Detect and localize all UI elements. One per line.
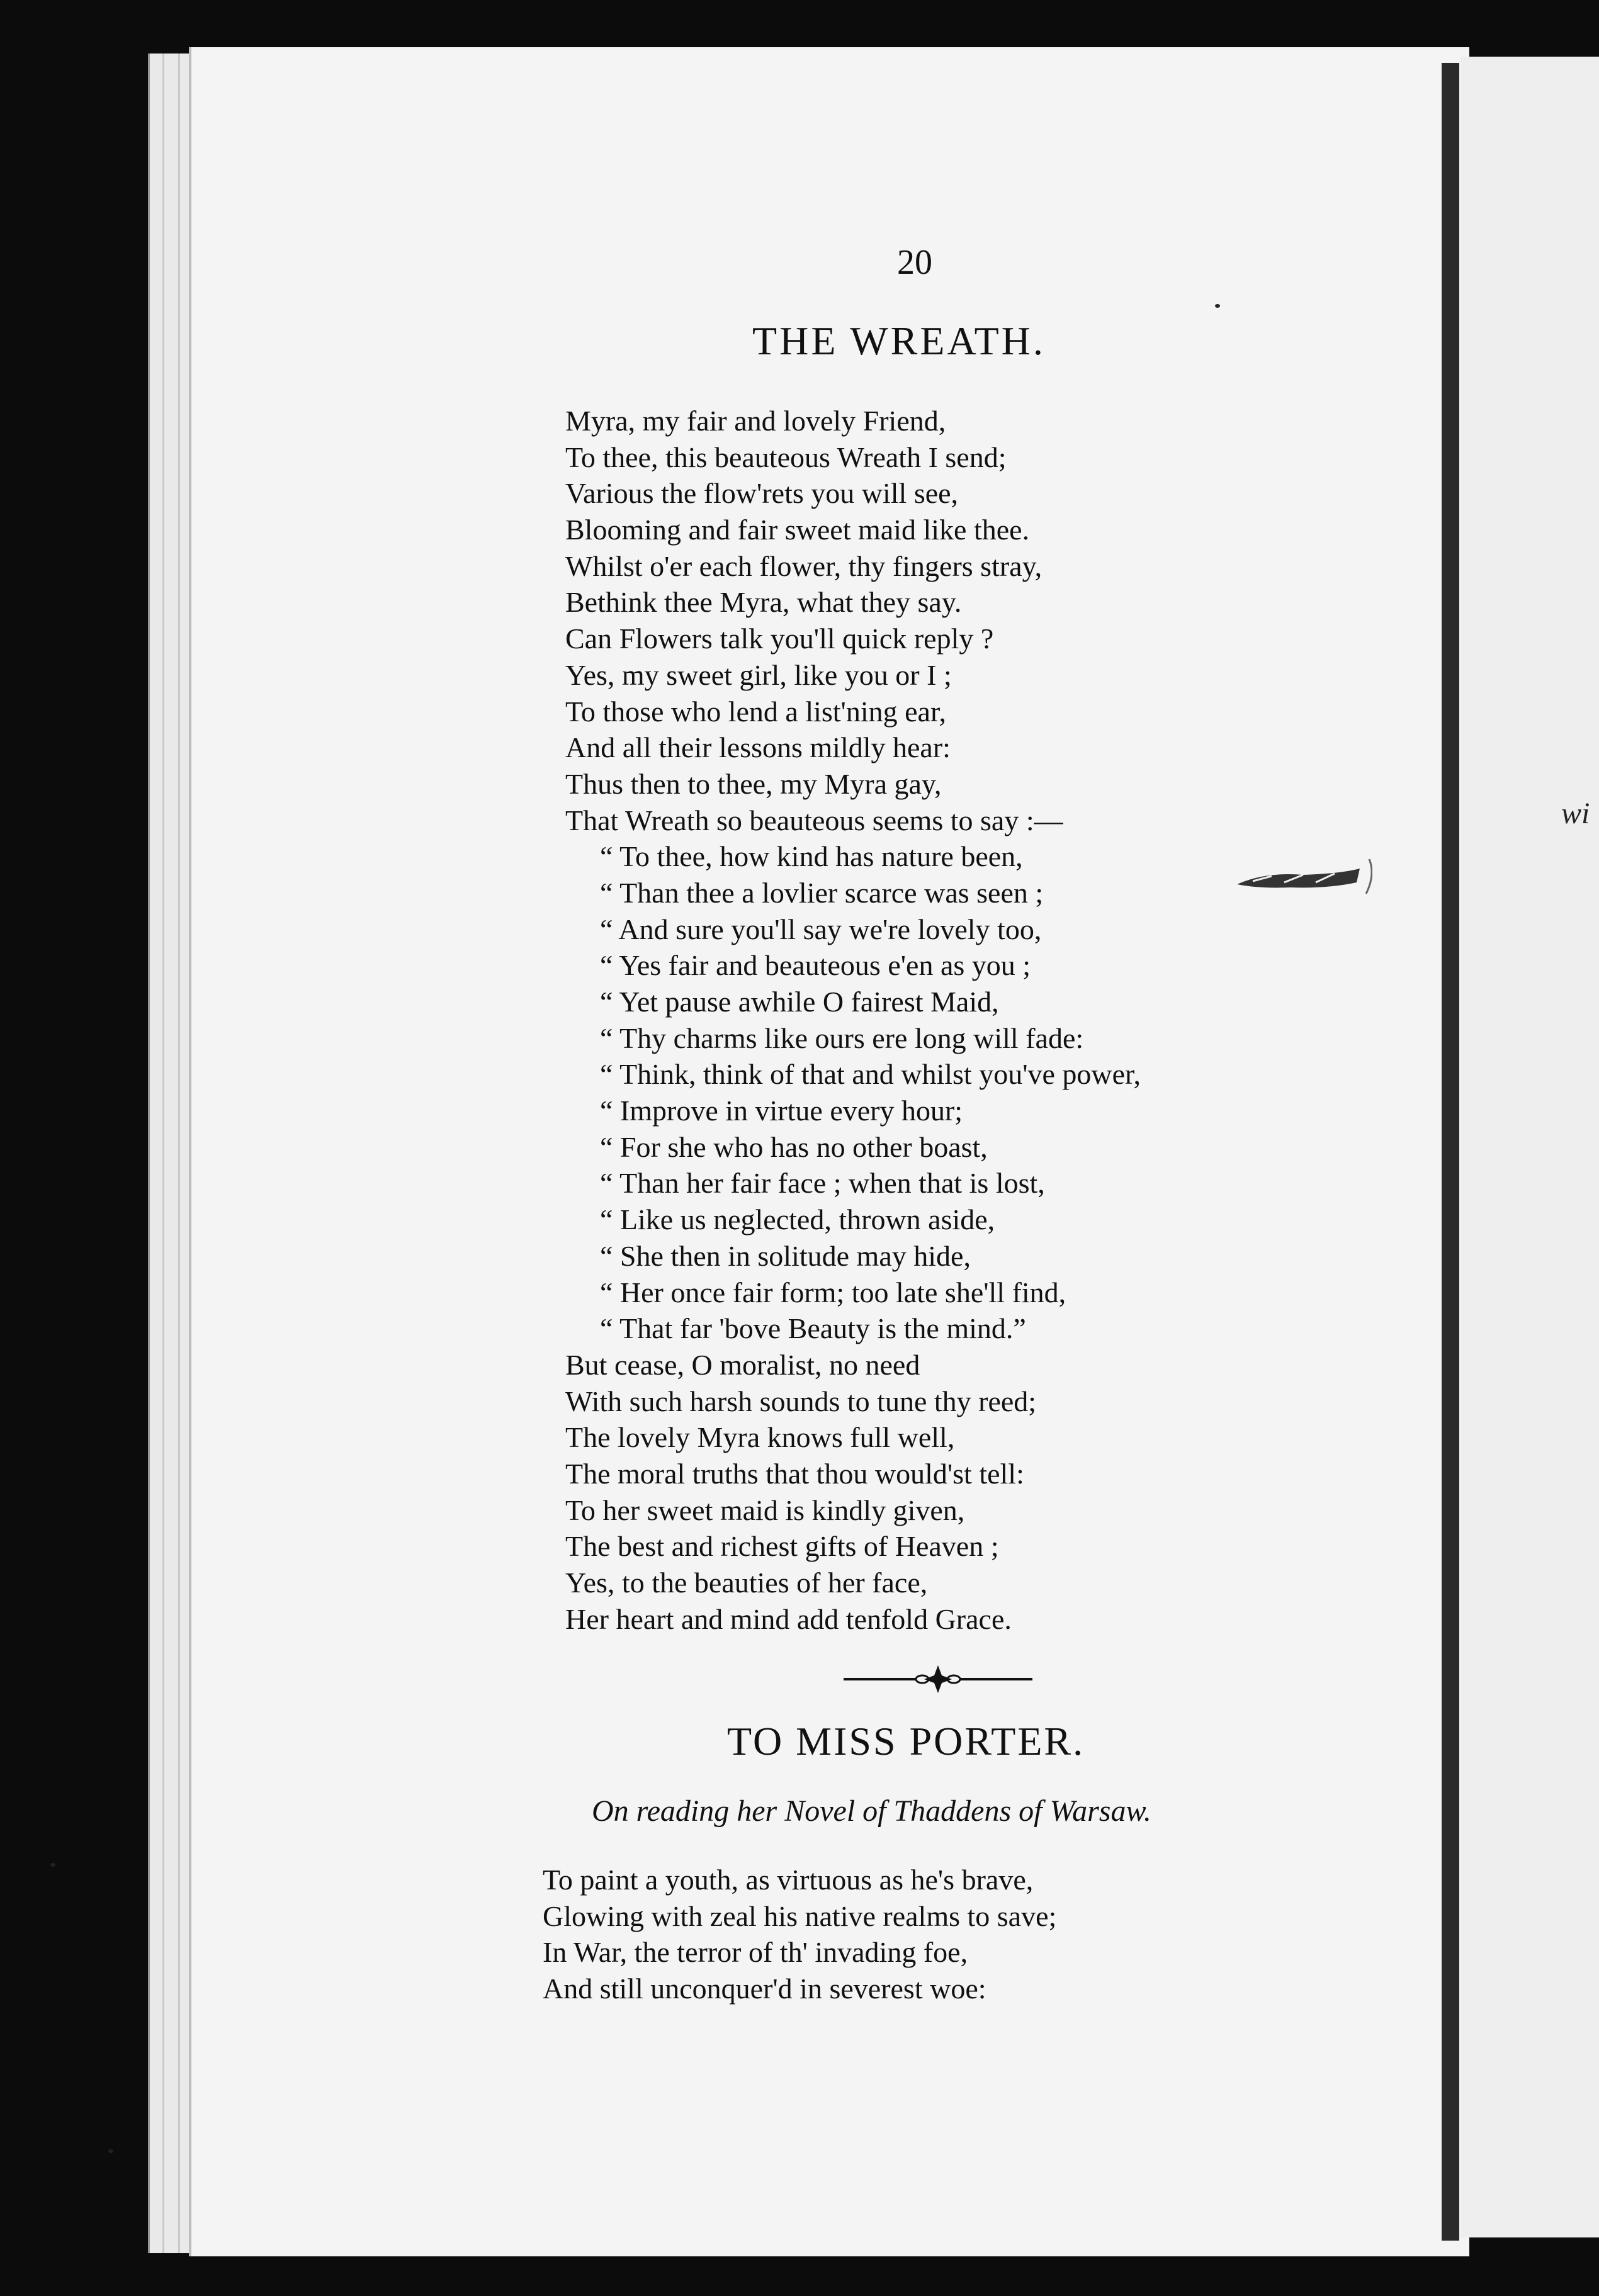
verse-line: But cease, O moralist, no need	[565, 1348, 920, 1381]
verse-line: Can Flowers talk you'll quick reply ?	[565, 622, 994, 655]
ink-speck	[108, 2149, 113, 2153]
ink-speck	[50, 1863, 55, 1867]
verse-line: Thus then to thee, my Myra gay,	[565, 767, 942, 800]
poem-title: THE WREATH.	[752, 318, 1046, 363]
verse-line: “ Than her fair face ; when that is lost,	[600, 1167, 1045, 1200]
ink-speck	[1215, 304, 1220, 308]
page-number: 20	[897, 243, 932, 282]
poem-subtitle: On reading her Novel of Thaddens of Warsaw.	[592, 1794, 1151, 1828]
verse-line: “ Than thee a lovlier scarce was seen ;	[600, 876, 1044, 909]
ink-mark	[1234, 856, 1372, 900]
verse-line: Yes, to the beauties of her face,	[565, 1567, 928, 1599]
verse-line: Blooming and fair sweet maid like thee.	[565, 514, 1030, 546]
verse-line: “ That far 'bove Beauty is the mind.”	[600, 1312, 1026, 1345]
verse-line: The best and richest gifts of Heaven ;	[565, 1530, 999, 1563]
verse-line: “ And sure you'll say we're lovely too,	[600, 913, 1042, 945]
facing-page	[1461, 57, 1599, 2237]
verse-line: “ Yes fair and beauteous e'en as you ;	[600, 949, 1031, 982]
verse-line: With such harsh sounds to tune thy reed;	[565, 1385, 1037, 1417]
verse-line: And all their lessons mildly hear:	[565, 731, 951, 764]
verse-line: To thee, this beauteous Wreath I send;	[565, 441, 1007, 473]
poem-verse	[565, 403, 1141, 1637]
verse-line: The lovely Myra knows full well,	[565, 1421, 955, 1454]
verse-line: “ Improve in virtue every hour;	[600, 1095, 963, 1127]
poem-verse-2	[543, 1862, 1056, 2007]
verse-line: Myra, my fair and lovely Friend,	[565, 405, 946, 437]
verse-line: “ Think, think of that and whilst you've power,	[600, 1058, 1141, 1091]
verse-line: To her sweet maid is kindly given,	[565, 1494, 965, 1526]
verse-line: To those who lend a list'ning ear,	[565, 695, 946, 728]
verse-line: Yes, my sweet girl, like you or I ;	[565, 658, 952, 691]
verse-line: “ Yet pause awhile O fairest Maid,	[600, 986, 999, 1018]
verse-line: “ To thee, how kind has nature been,	[600, 840, 1023, 873]
page-edge-line	[178, 53, 180, 2253]
ornament-divider	[837, 1662, 1039, 1697]
verse-line: Various the flow'rets you will see,	[565, 477, 959, 510]
verse-line: “ She then in solitude may hide,	[600, 1239, 971, 1272]
verse-line: Her heart and mind add tenfold Grace.	[565, 1602, 1012, 1635]
verse-line: The moral truths that thou would'st tell:	[565, 1457, 1024, 1490]
verse-line: Glowing with zeal his native realms to save;	[543, 1899, 1057, 1932]
verse-line: “ Thy charms like ours ere long will fade:	[600, 1021, 1084, 1054]
verse-line: That Wreath so beauteous seems to say :—	[565, 804, 1063, 836]
facing-page-text: wi	[1561, 797, 1590, 830]
book-gutter	[1442, 63, 1459, 2241]
verse-line: And still unconquer'd in severest woe:	[543, 1972, 986, 2005]
verse-line: Whilst o'er each flower, thy fingers stray,	[565, 549, 1042, 582]
poem-title-2: TO MISS PORTER.	[727, 1719, 1085, 1764]
verse-line: In War, the terror of th' invading foe,	[543, 1936, 968, 1969]
verse-line: “ Her once fair form; too late she'll find,	[600, 1276, 1066, 1308]
verse-line: “ Like us neglected, thrown aside,	[600, 1203, 995, 1236]
verse-line: To paint a youth, as virtuous as he's brave,	[543, 1864, 1034, 1896]
verse-line: “ For she who has no other boast,	[600, 1130, 988, 1163]
page-edge-line	[162, 53, 164, 2253]
verse-line: Bethink thee Myra, what they say.	[565, 586, 962, 619]
